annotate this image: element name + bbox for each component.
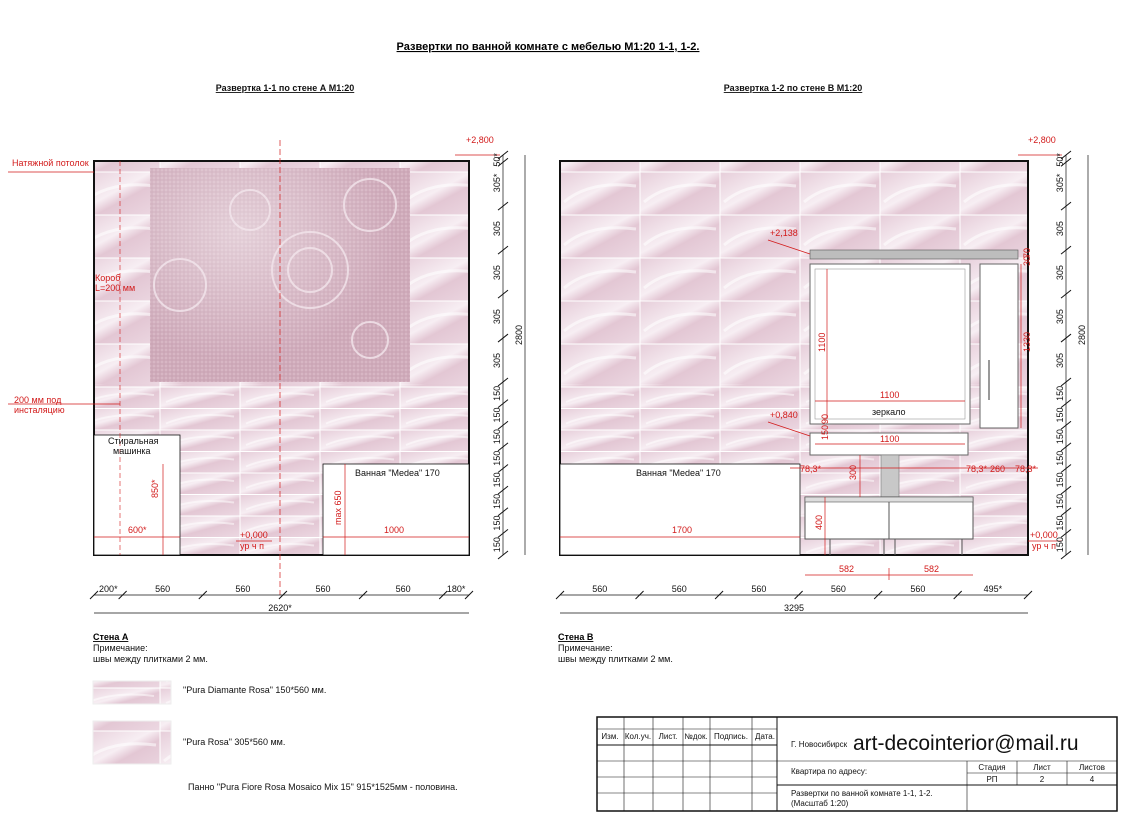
right-level-top: +2,800 [1028,135,1056,145]
height-dim-label: 150 [492,537,502,553]
dim-small-70: 70 [1022,247,1032,258]
stamp-address-label: Квартира по адресу: [791,767,868,776]
stamp-header-list: Лист. [658,732,678,741]
left-total-width: 2620* [268,603,292,613]
height-dim-label: 150 [1055,515,1065,531]
box-label-1: Короб [95,273,121,283]
stamp-sheets: 4 [1089,775,1095,784]
vanity-top [805,497,973,502]
height-dim-label: 150 [1055,429,1065,445]
mirror-label: зеркало [872,407,906,417]
dim-78-3-a: 78,3* [800,464,822,474]
washer-label-2: машинка [113,446,151,456]
height-dim-label: 150 [1055,407,1065,423]
dim-max650: max 650 [333,490,343,525]
washer-label-1: Стиральная [108,436,159,446]
height-dim-label: 305 [1055,353,1065,369]
height-dim-label: 305* [492,173,502,193]
height-dim-label: 150 [492,493,502,509]
install-label-2: инсталяцию [14,405,65,415]
level-sink: +0,840 [770,410,798,420]
right-total-height: 2800 [1077,324,1087,345]
height-dim-label: 150 [492,407,502,423]
stamp-header-sign: Подпись. [714,732,748,741]
stamp-header-doc: №док. [684,732,708,741]
dim-1700: 1700 [672,525,693,535]
legend-swatch-rosa [93,721,171,764]
sink-pipe [881,455,899,497]
width-dim-label: 495* [983,584,1003,594]
left-wall-name: Стена А [93,632,129,642]
stamp-city: Г. Новосибирск [791,740,848,749]
height-dim-label: 150 [1055,472,1065,488]
right-floor-label: ур ч п [1032,541,1056,551]
dim-cabinet-h: 1330 [1022,331,1032,352]
height-dim-label: 150 [1055,450,1065,466]
dim-582-a: 582 [839,564,855,574]
left-floor-label: ур ч п [240,541,264,551]
right-total-width: 3295 [783,603,805,613]
left-width-chain [94,595,469,613]
height-dim-label: 150 [492,429,502,445]
height-dim-label: 150 [1055,537,1065,553]
width-dim-label: 560 [395,584,411,594]
stamp-email: art-decointerior@mail.ru [853,732,1079,755]
right-elevation [560,161,1028,555]
dim-78-3-b: 78,3* [966,464,988,474]
ceiling-label: Натяжной потолок [12,158,89,168]
left-level-floor: +0,000 [240,530,268,540]
left-width-dims [90,584,473,599]
legend [93,681,458,792]
left-note-title: Примечание: [93,643,148,653]
dim-300: 300 [848,464,858,480]
dim-582-b: 582 [924,564,940,574]
stamp-stage: РП [986,775,998,784]
width-dim-label: 180* [446,584,466,594]
right-note-title: Примечание: [558,643,613,653]
width-dim-label: 560 [155,584,171,594]
right-level-floor: +0,000 [1030,530,1058,540]
dim-mirror-h: 1100 [817,332,827,352]
width-dim-label: 560 [830,584,846,594]
stamp-header-kolvo: Кол.уч. [624,732,652,741]
dim-400: 400 [814,514,824,530]
dim-small-90: 90 [820,413,830,424]
stamp-col-sheet: Лист [1033,763,1051,772]
right-wall-name: Стена В [558,632,594,642]
right-height-chain [1055,151,1088,559]
height-dim-label: 150 [492,385,502,401]
width-dim-label: 560 [592,584,608,594]
legend-swatch-diamante [93,681,171,704]
left-note-text: швы между плитками 2 мм. [93,654,208,664]
height-dim-label: 150 [1055,493,1065,509]
legend-label-panel: Панно "Pura Fiore Rosa Mosaico Mix 15" 915*1525мм - половина. [188,782,458,792]
install-label-1: 200 мм под [14,395,62,405]
height-dim-label: 305 [492,221,502,237]
tall-cabinet [980,264,1018,428]
width-dim-label: 560 [910,584,926,594]
right-width-dims [556,584,1032,599]
dim-1000: 1000 [384,525,405,535]
dim-260: 260 [990,464,1006,474]
dim-small-150: 150 [820,424,830,440]
height-dim-label: 150 [492,450,502,466]
height-dim-label: 150 [1055,385,1065,401]
height-dim-label: 305 [1055,309,1065,325]
stamp-sheet-title-1: Развертки по ванной комнате 1-1, 1-2. [791,789,933,798]
stamp-col-stage: Стадия [978,763,1006,772]
page-title: Развертки по ванной комнате с мебелью М1:20 1-1, 1-2. [396,41,700,53]
height-dim-label: 150 [492,472,502,488]
dim-mirror-w: 1100 [880,390,900,400]
left-elevation [94,140,469,595]
height-dim-label: 305 [1055,221,1065,237]
right-width-chain [560,595,1028,613]
light-shelf [810,250,1018,259]
stamp-sheet: 2 [1039,775,1045,784]
dim-600: 600* [128,525,147,535]
bath-label-right: Ванная "Medea" 170 [636,468,721,478]
height-dim-label: 305 [492,265,502,281]
right-view-heading: Развертка 1-2 по стене В М1:20 [723,83,863,93]
bath-label-left: Ванная "Medea" 170 [355,468,440,478]
width-dim-label: 560 [315,584,331,594]
box-label-2: L=200 мм [95,283,136,293]
legend-label-rosa: "Pura Rosa" 305*560 мм. [183,737,286,747]
width-dim-label: 560 [235,584,251,594]
height-dim-label: 305 [1055,265,1065,281]
right-note-text: швы между плитками 2 мм. [558,654,673,664]
stamp-header-izm: Изм. [601,732,619,741]
stamp-col-sheets: Листов [1079,763,1105,772]
dim-850: 850* [150,479,160,498]
legend-label-diamante: "Pura Diamante Rosa" 150*560 мм. [183,685,327,695]
width-dim-label: 560 [671,584,687,594]
level-shelf: +2,138 [770,228,798,238]
left-height-chain [492,151,525,559]
height-dim-label: 305 [492,309,502,325]
width-dim-label: 200* [99,584,118,594]
height-dim-label: 150 [492,515,502,531]
width-dim-label: 560 [751,584,767,594]
dim-78-3-c: 78,3* [1015,464,1037,474]
left-view-heading: Развертка 1-1 по стене А М1:20 [215,83,355,93]
height-dim-label: 305* [1055,173,1065,193]
stamp-header-date: Дата. [755,732,775,741]
left-total-height: 2800 [514,324,524,345]
left-level-top: +2,800 [466,135,494,145]
height-dim-label: 305 [492,353,502,369]
dim-sink-w: 1100 [880,434,900,444]
stamp-sheet-title-2: (Масштаб 1:20) [791,799,849,808]
height-dim-label: 50* [1055,153,1065,167]
height-dim-label: 50* [492,153,502,167]
dim-small-30: 30 [1022,255,1032,266]
